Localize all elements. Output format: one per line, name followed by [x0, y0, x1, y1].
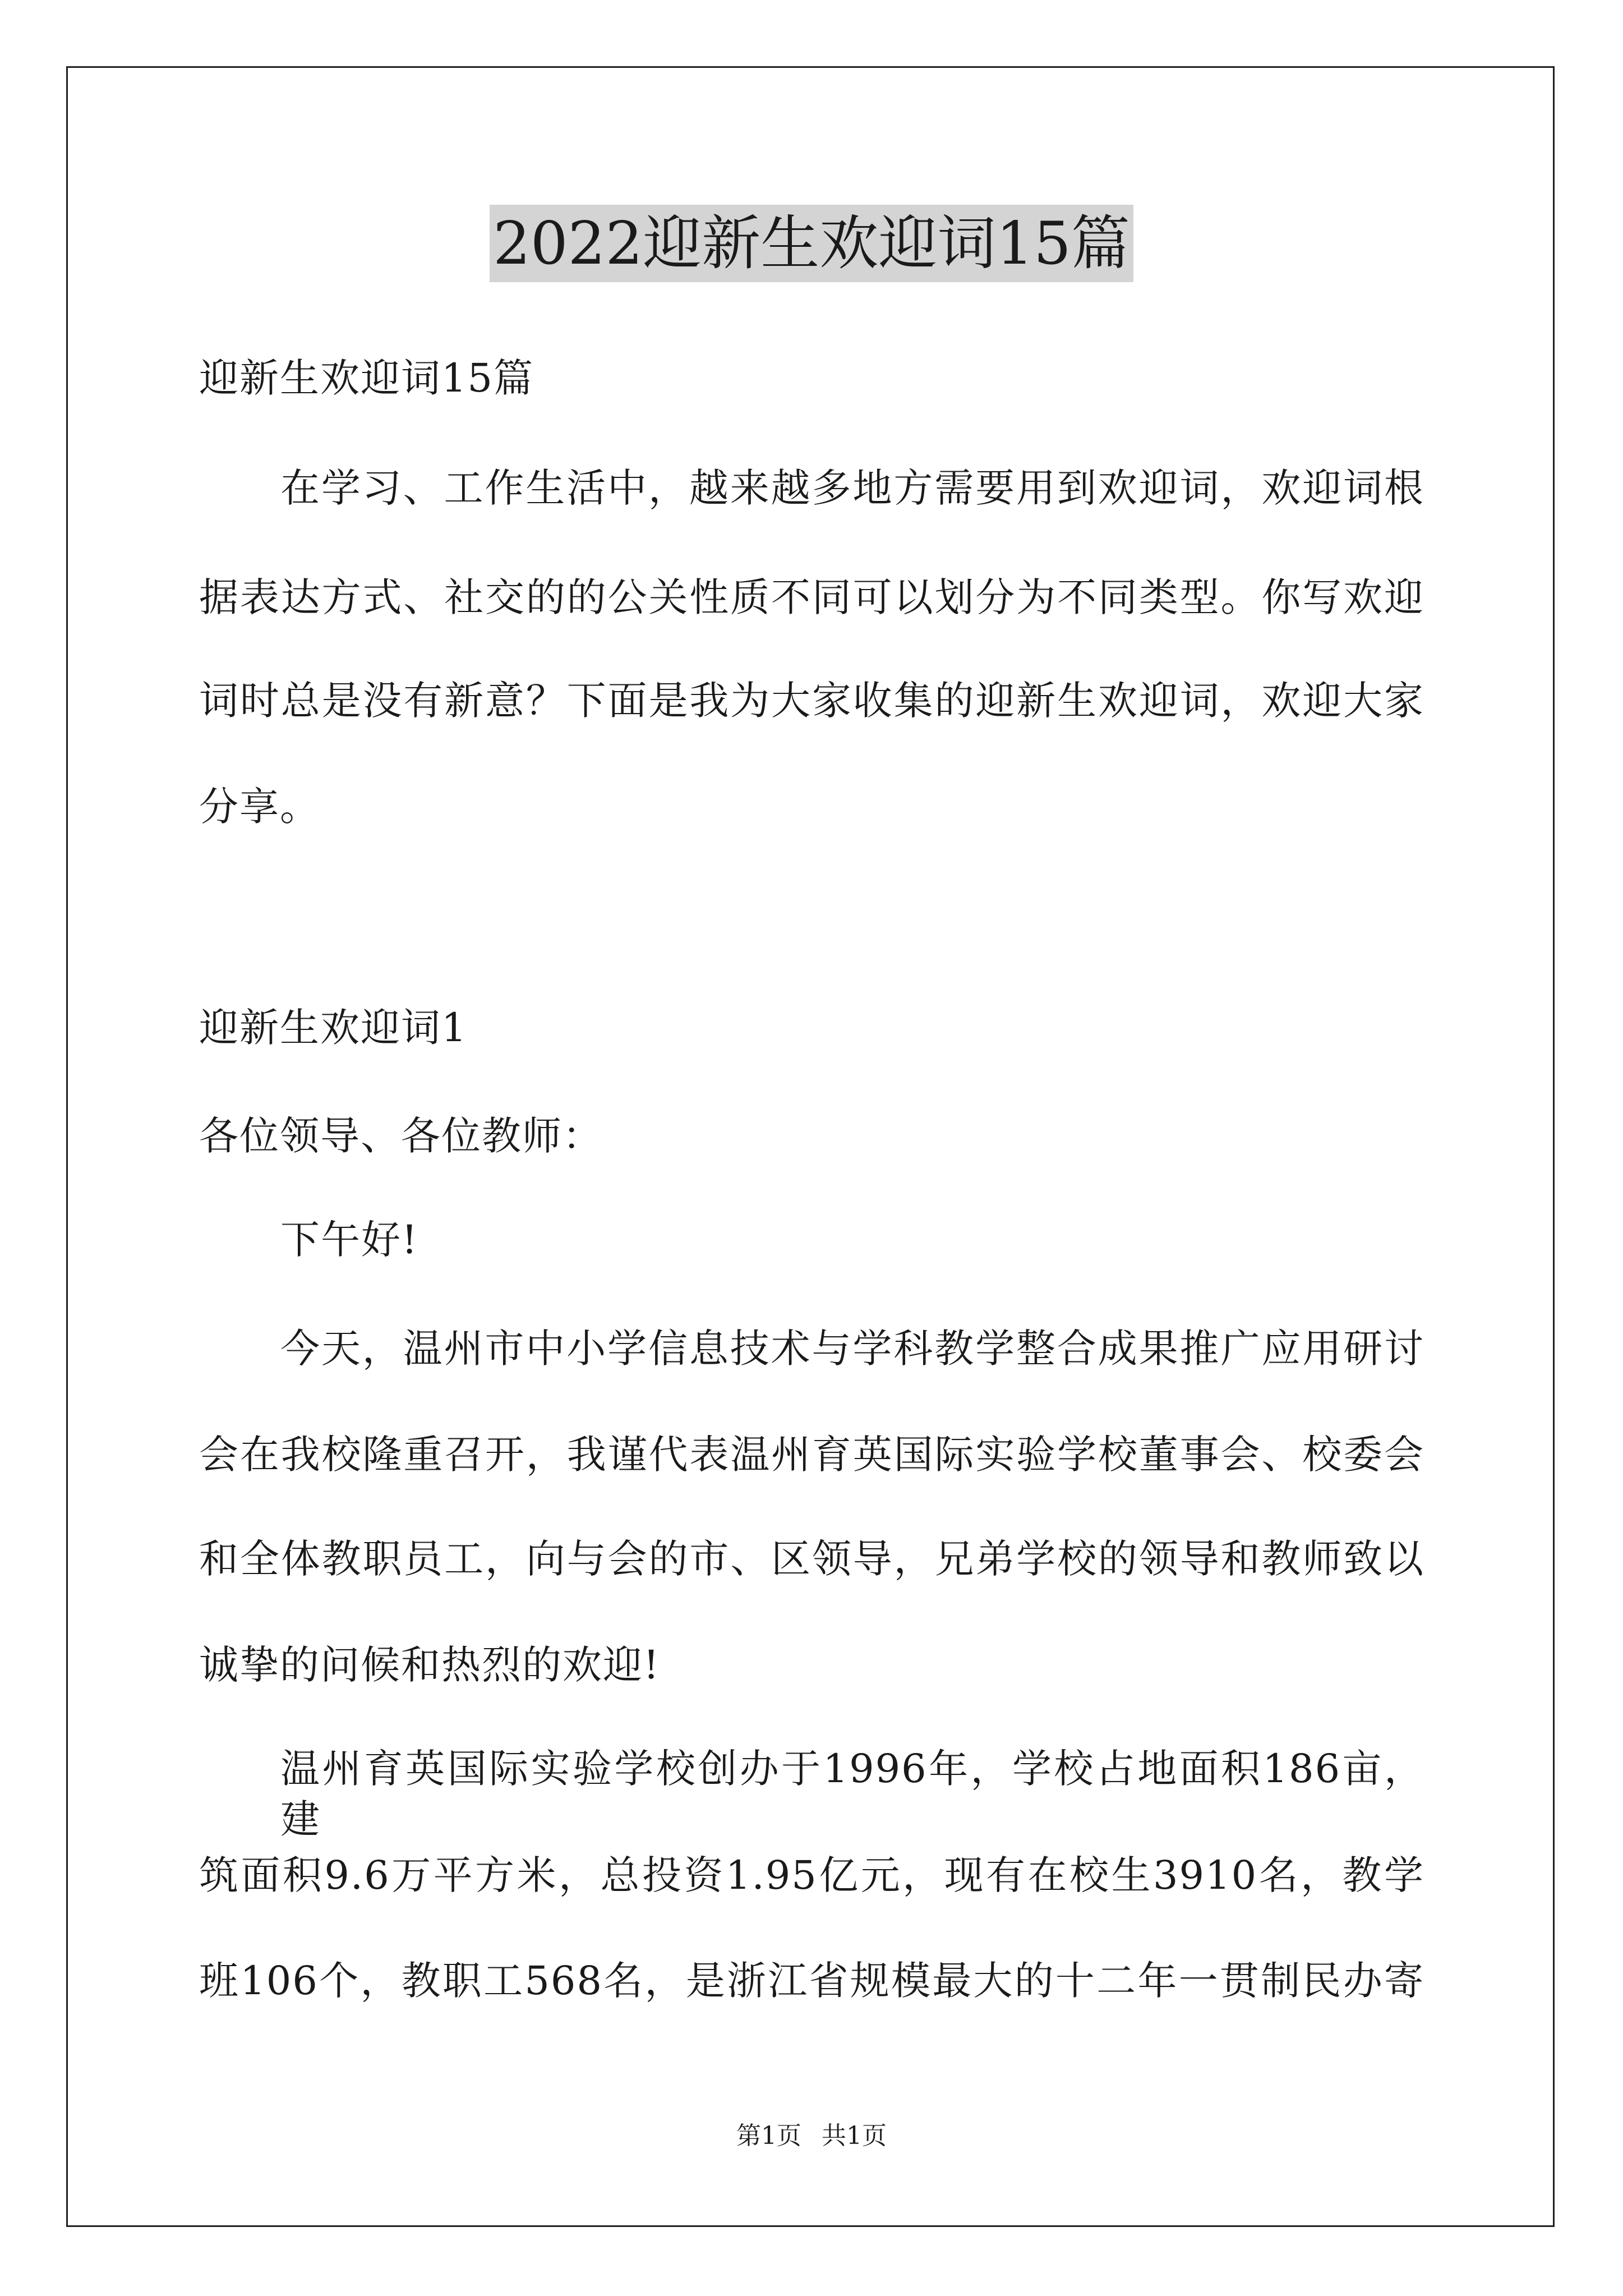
paragraph-line: 和全体教职员工，向与会的市、区领导，兄弟学校的领导和教师致以: [199, 1536, 1424, 1582]
paragraph-line: 据表达方式、社交的的公关性质不同可以划分为不同类型。你写欢迎: [199, 574, 1424, 620]
page-number: 第1页: [736, 2122, 801, 2150]
title-container: [0, 205, 1623, 282]
paragraph-line: 在学习、工作生活中，越来越多地方需要用到欢迎词，欢迎词根: [280, 465, 1424, 511]
paragraph-line: 筑面积9.6万平方米，总投资1.95亿元，现有在校生3910名，教学: [199, 1852, 1424, 1898]
paragraph-line: 今天，温州市中小学信息技术与学科教学整合成果推广应用研讨: [280, 1326, 1424, 1372]
paragraph-line: 分享。: [199, 784, 320, 830]
page-total: 共1页: [822, 2122, 887, 2150]
paragraph-line: 温州育英国际实验学校创办于1996年，学校占地面积186亩，建: [280, 1746, 1424, 1842]
salutation-line: 各位领导、各位教师：: [199, 1113, 603, 1159]
paragraph-line: 词时总是没有新意？下面是我为大家收集的迎新生欢迎词，欢迎大家: [199, 678, 1424, 724]
document-title: 2022迎新生欢迎词15篇: [490, 205, 1133, 282]
paragraph-line: 诚挚的问候和热烈的欢迎!: [199, 1642, 661, 1688]
page-footer: [0, 2119, 1623, 2153]
section-heading: 迎新生欢迎词1: [199, 1005, 468, 1051]
subtitle-line: 迎新生欢迎词15篇: [199, 355, 534, 401]
paragraph-line: 班106个，教职工568名，是浙江省规模最大的十二年一贯制民办寄: [199, 1958, 1424, 2004]
greeting-line: 下午好!: [280, 1217, 419, 1263]
paragraph-line: 会在我校隆重召开，我谨代表温州育英国际实验学校董事会、校委会: [199, 1432, 1424, 1478]
